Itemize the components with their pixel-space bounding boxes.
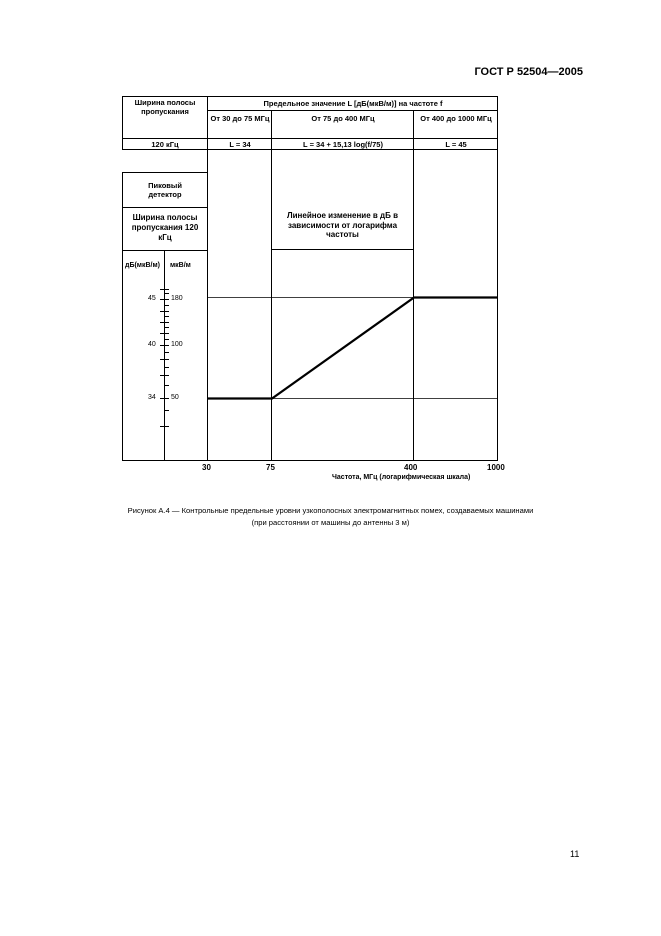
range-30-75: От 30 до 75 МГц	[210, 114, 270, 123]
range-75-400: От 75 до 400 МГц	[311, 114, 375, 123]
x-tick-1000: 1000	[487, 463, 505, 472]
x-tick-400: 400	[404, 463, 418, 472]
page-number: 11	[570, 849, 580, 859]
figure-caption-line1: Рисунок А.4 — Контрольные предельные уровни узкополосных электромагнитных помех, создаваемых машинами	[127, 506, 534, 515]
formula-400-1000: L = 45	[445, 140, 467, 149]
x-tick-75: 75	[266, 463, 275, 472]
figure-caption-line2: (при расстоянии от машины до антенны 3 м)	[251, 518, 410, 527]
peak-detector-label: Пиковый детектор	[148, 181, 182, 199]
y-tick-db-45: 45	[148, 295, 156, 302]
axis-uv-label: мкВ/м	[170, 262, 191, 269]
y-tick-uv-180: 180	[171, 295, 183, 302]
y-tick-db-34: 34	[148, 394, 156, 401]
y-tick-db-40: 40	[148, 341, 156, 348]
y-tick-uv-100: 100	[171, 341, 183, 348]
bandwidth-header: Ширина полосы пропускания	[134, 98, 196, 116]
standard-header: ГОСТ Р 52504—2005	[474, 66, 583, 78]
axis-db-label: дБ(мкВ/м)	[125, 262, 160, 269]
limit-line-series	[208, 298, 498, 399]
formula-30-75: L = 34	[229, 140, 251, 149]
range-400-1000: От 400 до 1000 МГц	[420, 114, 492, 123]
x-tick-30: 30	[202, 463, 211, 472]
formula-75-400: L = 34 + 15,13 log(f/75)	[303, 140, 383, 149]
linear-change-annotation: Линейное изменение в дБ в зависимости от логарифма частоты	[287, 211, 398, 239]
bandwidth-value: 120 кГц	[151, 140, 179, 149]
limit-header: Предельное значение L [дБ(мкВ/м)] на частоте f	[263, 99, 443, 108]
y-tick-uv-50: 50	[171, 394, 179, 401]
bandwidth-120-label: Ширина полосы пропускания 120 кГц	[131, 213, 199, 242]
x-axis-label: Частота, МГц (логарифмическая шкала)	[332, 474, 471, 481]
